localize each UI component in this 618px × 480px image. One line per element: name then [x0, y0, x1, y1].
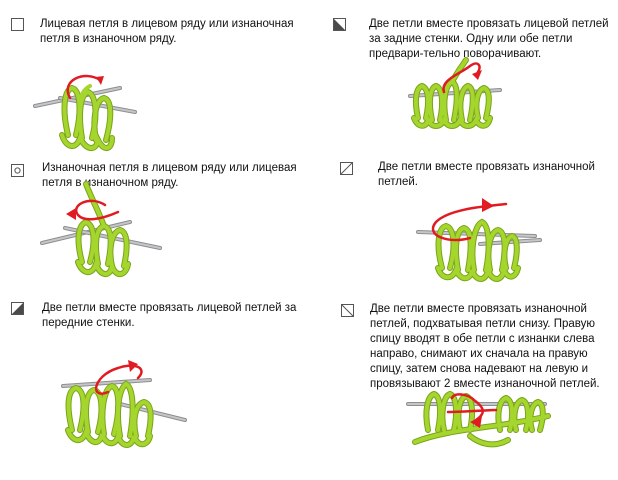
right-filled-triangle-symbol: [333, 18, 346, 31]
double-diagonal-square-symbol: [341, 304, 354, 317]
legend-text-5: Две петли вместе провязать изнаночной петлей.: [378, 161, 595, 188]
diagonal-square-symbol: [340, 162, 353, 175]
legend-text-3: Две петли вместе провязать лицевой петлей за передние стенки.: [42, 302, 297, 329]
circle-square-symbol: [11, 164, 24, 177]
left-filled-triangle-symbol: [11, 302, 24, 315]
legend-text-1: Лицевая петля в лицевом ряду или изнаночная петля в изнаночном ряду.: [40, 18, 294, 45]
legend-text-2: Изнаночная петля в лицевом ряду или лицевая петля в изнаночном ряду.: [42, 162, 297, 189]
empty-square-symbol: [11, 18, 24, 31]
legend-text-6: Две петли вместе провязать изнаночной петлей, подхватывая петли снизу. Правую спицу вводят в обе петли с изнанки слева направо, снимают их сначала на правую спицу, затем снова надевают на левую и провязывают 2 вместе изнаночной петлей.: [370, 303, 600, 390]
legend-text-4: Две петли вместе провязать лицевой петлей за задние стенки. Одну или обе петли предвари-тельно поворачивают.: [369, 18, 609, 60]
